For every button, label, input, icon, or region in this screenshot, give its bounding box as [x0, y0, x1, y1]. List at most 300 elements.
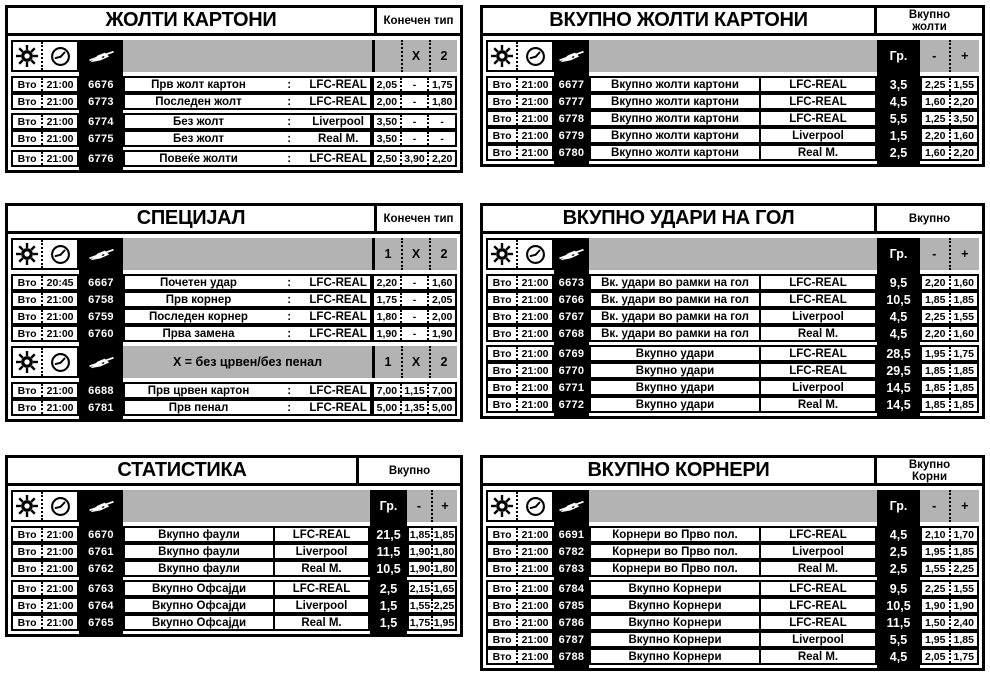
event-code: 6761 [88, 545, 114, 558]
event-time: 21:00 [516, 582, 552, 595]
event-day: Вто [492, 310, 512, 323]
icon-header-box [11, 40, 79, 72]
odds-value: 1,80 [427, 95, 455, 108]
line-header-label: Гр. [889, 49, 908, 63]
odds-value: 1,60 [949, 276, 978, 289]
odds-box [920, 580, 979, 597]
day-time-cell [486, 631, 554, 648]
bet-team: LFC-REAL [759, 597, 877, 614]
odds-row [11, 274, 457, 291]
event-day: Вто [492, 582, 512, 595]
odds-header-label [375, 40, 401, 72]
event-time: 20:45 [41, 276, 77, 289]
day-time-cell [486, 614, 554, 631]
bet-cell [123, 274, 372, 291]
line-value: 2,5 [379, 581, 398, 596]
event-time: 21:00 [516, 293, 552, 306]
bet-name: Вкупно фаули [123, 543, 273, 560]
odds-value: 1,90 [427, 327, 455, 340]
event-time: 21:00 [516, 364, 552, 377]
odds-value: 2,10 [925, 528, 946, 541]
event-day: Вто [17, 384, 37, 397]
event-time: 21:00 [41, 327, 77, 340]
panel-title-bar [483, 206, 982, 234]
day-time-cell [486, 274, 554, 291]
event-day: Вто [492, 562, 512, 575]
bet-name: Без жолт [172, 115, 225, 128]
bet-name: Последен жолт [155, 95, 242, 108]
event-code: 6763 [88, 582, 114, 595]
day-time-cell [486, 560, 554, 577]
panel-side-header [374, 206, 460, 231]
event-code: 6759 [88, 310, 114, 323]
day-time-cell [11, 308, 79, 325]
panel-title-bar [483, 458, 982, 486]
header-band-text [123, 40, 372, 72]
bet-team: Liverpool [759, 308, 877, 325]
bet-name: Вкупно жолти картони [589, 93, 759, 110]
odds-row [11, 113, 457, 130]
odds-header-label: + [431, 490, 457, 522]
event-day: Вто [17, 528, 37, 541]
line-value: 10,5 [886, 292, 911, 307]
bet-team: Liverpool [759, 127, 877, 144]
event-time: 21:00 [41, 152, 77, 165]
bet-colon: : [287, 115, 292, 128]
odds-value: 1,75 [409, 616, 431, 629]
event-day: Вто [492, 616, 512, 629]
odds-header-label: 1 [384, 247, 392, 261]
side-header-line: Вкупно [908, 212, 951, 225]
event-time: 21:00 [516, 78, 552, 91]
event-day: Вто [17, 132, 37, 145]
odds-header [372, 238, 457, 270]
panel-total-corners [480, 455, 985, 671]
event-code: 6783 [558, 562, 585, 575]
event-time: 21:00 [516, 633, 552, 646]
panel-title: ВКУПНО КОРНЕРИ [587, 459, 770, 481]
event-time: 21:00 [516, 347, 552, 360]
bet-name: Вкупно Офсајди [123, 597, 273, 614]
odds-box [920, 396, 979, 413]
bet-cell [123, 93, 372, 110]
day-time-cell [486, 648, 554, 665]
odds-value: 1,60 [925, 95, 946, 108]
event-code: 6760 [88, 327, 114, 340]
bet-colon: : [287, 132, 292, 145]
section-header-row [486, 40, 979, 72]
panel-title: СТАТИСТИКА [117, 459, 247, 481]
bet-team: Real M. [759, 325, 877, 342]
panel-title: ВКУПНО УДАРИ НА ГОЛ [562, 207, 795, 229]
day-time-cell [486, 76, 554, 93]
odds-row [11, 614, 457, 631]
day-time-cell [486, 396, 554, 413]
header-band-text [589, 40, 877, 72]
odds-value: 5,00 [427, 401, 455, 414]
bet-team: Liverpool [273, 543, 370, 560]
day-time-cell [486, 345, 554, 362]
odds-value: 1,90 [925, 599, 946, 612]
day-time-cell [11, 543, 79, 560]
odds-value: 1,95 [925, 545, 946, 558]
odds-box [407, 543, 457, 560]
clock-icon [516, 42, 552, 70]
odds-row [11, 399, 457, 416]
header-band-text [589, 490, 877, 522]
odds-value: 2,20 [925, 129, 946, 142]
day-time-cell [11, 93, 79, 110]
odds-row [486, 127, 979, 144]
day-time-cell [11, 130, 79, 147]
odds-value: 7,00 [427, 384, 455, 397]
bet-name: Вкупно жолти картони [589, 144, 759, 161]
odds-box [920, 526, 979, 543]
event-time: 21:00 [516, 381, 552, 394]
event-code: 6787 [558, 633, 585, 646]
pen-strikethrough-icon [79, 238, 123, 270]
bet-team: LFC-REAL [759, 345, 877, 362]
odds-value: - [400, 95, 428, 108]
event-time: 21:00 [516, 398, 552, 411]
odds-value: 2,20 [925, 276, 946, 289]
event-code: 6788 [558, 650, 585, 663]
odds-value: 1,75 [427, 78, 455, 91]
event-day: Вто [492, 146, 512, 159]
odds-header-label: - [416, 499, 422, 513]
line-value: 11,5 [886, 615, 911, 630]
odds-header-label: X [401, 40, 429, 72]
odds-header [407, 490, 457, 522]
line-value: 4,5 [889, 309, 908, 324]
bet-name: Вкупно Корнери [589, 631, 759, 648]
event-time: 21:00 [41, 310, 77, 323]
panel-side-header [374, 8, 460, 33]
event-time: 21:00 [41, 115, 77, 128]
bet-name: Вкупно Офсајди [123, 580, 273, 597]
day-time-cell [11, 597, 79, 614]
bet-name: Вкупно жолти картони [589, 127, 759, 144]
odds-value: 3,50 [376, 115, 398, 128]
event-time: 21:00 [516, 528, 552, 541]
odds-value: 1,85 [949, 398, 978, 411]
odds-value: 1,55 [949, 310, 978, 323]
clock-icon [41, 492, 77, 520]
bet-team: Real M. [759, 560, 877, 577]
line-header-label: Гр. [379, 499, 398, 513]
day-time-cell [11, 325, 79, 342]
odds-row [11, 150, 457, 167]
odds-header-label: 1 [384, 355, 392, 369]
event-day: Вто [492, 633, 512, 646]
panel-total-shots-on-goal [480, 203, 985, 419]
odds-box [920, 362, 979, 379]
odds-row [486, 93, 979, 110]
event-code: 6769 [558, 347, 585, 360]
panel-side-header [874, 8, 982, 33]
odds-box [407, 580, 457, 597]
side-header-line: Конечен тип [383, 14, 454, 27]
event-time: 21:00 [516, 599, 552, 612]
odds-box [920, 274, 979, 291]
odds-header-label: + [949, 40, 980, 72]
odds-value: 1,65 [431, 582, 455, 595]
bet-name: Вкупно Корнери [589, 580, 759, 597]
odds-header-label: - [932, 49, 937, 63]
bet-name: Вкупно фаули [123, 560, 273, 577]
bet-name: Вкупно Корнери [589, 648, 759, 665]
clock-icon [41, 42, 77, 70]
odds-value: 7,00 [376, 384, 398, 397]
clock-icon [41, 348, 77, 376]
day-time-cell [486, 526, 554, 543]
day-time-cell [486, 127, 554, 144]
line-value: 29,5 [886, 363, 911, 378]
event-day: Вто [17, 562, 37, 575]
panel-body [483, 234, 982, 416]
event-time: 21:00 [41, 384, 77, 397]
bet-name: Последен корнер [149, 310, 248, 323]
odds-value: 2,20 [949, 146, 978, 159]
bet-team: LFC-REAL [309, 276, 367, 289]
odds-value: 2,05 [376, 78, 398, 91]
odds-value: 1,15 [400, 384, 428, 397]
event-day: Вто [17, 95, 37, 108]
event-day: Вто [17, 276, 37, 289]
bet-colon: : [287, 78, 292, 91]
pen-strikethrough-icon [79, 490, 123, 522]
odds-row [11, 76, 457, 93]
event-day: Вто [492, 364, 512, 377]
odds-value: 1,95 [925, 633, 946, 646]
odds-value: 1,60 [949, 129, 978, 142]
odds-value: 1,70 [949, 528, 978, 541]
line-header-label: Гр. [889, 247, 908, 261]
clock-icon [516, 240, 552, 268]
event-time: 21:00 [41, 562, 77, 575]
bet-team: LFC-REAL [759, 614, 877, 631]
event-code: 6776 [88, 152, 114, 165]
line-value: 4,5 [889, 527, 908, 542]
odds-value: 2,25 [925, 582, 946, 595]
odds-value: 2,05 [925, 650, 946, 663]
section-header-row [486, 490, 979, 522]
icon-header-box [11, 490, 79, 522]
panel-total-yellow-cards [480, 5, 985, 167]
panel-title-bar [8, 8, 460, 36]
event-day: Вто [492, 327, 512, 340]
event-code: 6768 [558, 327, 585, 340]
bet-team: LFC-REAL [309, 384, 367, 397]
bet-name: Вкупно жолти картони [589, 110, 759, 127]
odds-value: 1,85 [925, 364, 946, 377]
panel-statistics [5, 455, 463, 637]
odds-value: - [400, 115, 428, 128]
bet-name: Прв црвен картон [147, 384, 250, 397]
odds-box [920, 93, 979, 110]
event-time: 21:00 [516, 95, 552, 108]
bet-team: LFC-REAL [309, 327, 367, 340]
odds-header-label: X [401, 346, 429, 378]
odds-value: 2,20 [376, 276, 398, 289]
odds-value: 1,55 [925, 562, 946, 575]
day-time-cell [486, 325, 554, 342]
odds-value: 1,80 [431, 545, 455, 558]
odds-box [372, 325, 457, 342]
bet-name: Корнери во Прво пол. [589, 543, 759, 560]
odds-value: 1,85 [925, 398, 946, 411]
odds-row [486, 543, 979, 560]
odds-value: 3,50 [376, 132, 398, 145]
event-day: Вто [492, 293, 512, 306]
bet-team: LFC-REAL [309, 95, 367, 108]
day-time-cell [486, 93, 554, 110]
day-time-cell [486, 110, 554, 127]
header-band-text: Х = без црвен/без пенал [123, 346, 372, 378]
line-value: 4,5 [889, 94, 908, 109]
odds-value: 3,90 [400, 152, 428, 165]
bet-team: LFC-REAL [273, 580, 370, 597]
odds-value: 1,90 [376, 327, 398, 340]
odds-box [372, 113, 457, 130]
event-code: 6778 [558, 112, 585, 125]
odds-value: - [400, 293, 428, 306]
event-code: 6764 [88, 599, 114, 612]
odds-row [11, 308, 457, 325]
bet-team: LFC-REAL [273, 526, 370, 543]
line-header-label: Гр. [889, 499, 908, 513]
odds-box [372, 291, 457, 308]
panel-body [483, 486, 982, 668]
odds-box [920, 291, 979, 308]
pen-strikethrough-icon [79, 346, 123, 378]
event-day: Вто [492, 528, 512, 541]
odds-header [920, 238, 979, 270]
odds-row [11, 130, 457, 147]
event-time: 21:00 [41, 95, 77, 108]
side-header-line: Вкупно [388, 464, 431, 477]
line-value: 2,5 [889, 145, 908, 160]
event-day: Вто [17, 293, 37, 306]
bet-team: Real M. [759, 396, 877, 413]
odds-header-label: 2 [429, 346, 457, 378]
event-day: Вто [17, 582, 37, 595]
line-value: 4,5 [889, 649, 908, 664]
bet-cell [123, 130, 372, 147]
bet-cell [123, 382, 372, 399]
odds-box [920, 379, 979, 396]
odds-box [372, 382, 457, 399]
odds-row [486, 614, 979, 631]
odds-value: 1,85 [949, 633, 978, 646]
event-code: 6786 [558, 616, 585, 629]
line-value: 28,5 [886, 346, 911, 361]
event-time: 21:00 [516, 146, 552, 159]
odds-box [372, 130, 457, 147]
event-day: Вто [17, 545, 37, 558]
section-header-row [486, 238, 979, 270]
bet-colon: : [287, 327, 292, 340]
odds-row [11, 580, 457, 597]
event-time: 21:00 [41, 528, 77, 541]
section-header-row [11, 346, 457, 378]
odds-value: 2,00 [427, 310, 455, 323]
bet-colon: : [287, 384, 292, 397]
gear-icon [13, 240, 41, 268]
bet-team: LFC-REAL [759, 110, 877, 127]
event-time: 21:00 [516, 616, 552, 629]
event-code: 6677 [558, 78, 585, 91]
event-code: 6676 [88, 78, 114, 91]
event-code: 6765 [88, 616, 114, 629]
odds-value: 2,25 [949, 562, 978, 575]
event-code: 6758 [88, 293, 114, 306]
odds-value: 1,85 [949, 364, 978, 377]
odds-row [486, 144, 979, 161]
gear-icon [488, 42, 516, 70]
event-day: Вто [492, 276, 512, 289]
bet-team: LFC-REAL [759, 362, 877, 379]
line-value: 10,5 [376, 561, 401, 576]
line-value: 1,5 [889, 128, 908, 143]
odds-value: 2,20 [925, 327, 946, 340]
odds-value: 1,85 [949, 293, 978, 306]
bet-team: Liverpool [273, 597, 370, 614]
odds-row [486, 308, 979, 325]
day-time-cell [11, 560, 79, 577]
odds-box [920, 543, 979, 560]
day-time-cell [486, 308, 554, 325]
header-band-text [123, 490, 370, 522]
line-value: 9,5 [889, 275, 908, 290]
odds-value: 1,50 [925, 616, 946, 629]
odds-value: 2,40 [949, 616, 978, 629]
bet-team: Real M. [273, 614, 370, 631]
event-day: Вто [17, 152, 37, 165]
icon-header-box [11, 346, 79, 378]
bet-cell [123, 150, 372, 167]
section-header-row [11, 490, 457, 522]
odds-row [11, 325, 457, 342]
event-day: Вто [492, 129, 512, 142]
day-time-cell [11, 291, 79, 308]
odds-box [920, 325, 979, 342]
event-code: 6667 [88, 276, 114, 289]
odds-value: 1,75 [949, 347, 978, 360]
event-time: 21:00 [41, 78, 77, 91]
line-value: 3,5 [889, 77, 908, 92]
odds-value: 2,25 [925, 310, 946, 323]
odds-value: 2,25 [431, 599, 455, 612]
panel-body [8, 36, 460, 170]
bet-team: Liverpool [312, 115, 365, 128]
day-time-cell [11, 399, 79, 416]
event-day: Вто [492, 78, 512, 91]
odds-row [486, 560, 979, 577]
event-time: 21:00 [41, 616, 77, 629]
event-day: Вто [17, 310, 37, 323]
bet-team: Real M. [318, 132, 359, 145]
odds-row [486, 110, 979, 127]
event-code: 6785 [558, 599, 585, 612]
bet-team: LFC-REAL [759, 93, 877, 110]
odds-header-label: 2 [429, 238, 457, 270]
event-time: 21:00 [516, 562, 552, 575]
day-time-cell [486, 362, 554, 379]
bet-name: Корнери во Прво пол. [589, 560, 759, 577]
odds-value: 1,55 [949, 582, 978, 595]
panel-body [8, 234, 460, 419]
